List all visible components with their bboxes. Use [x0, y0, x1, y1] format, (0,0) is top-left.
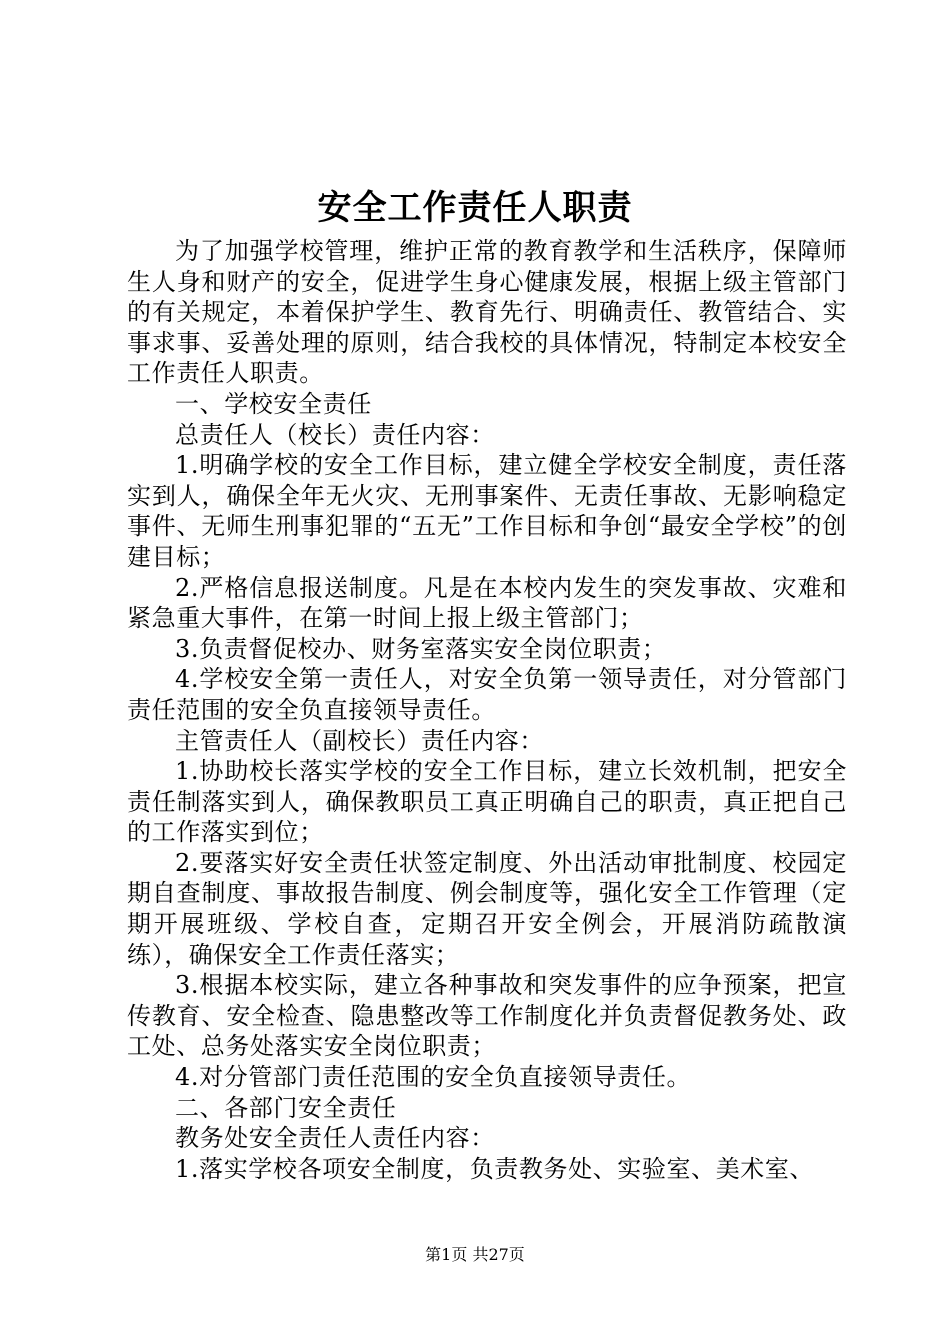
document-title: 安全工作责任人职责 [317, 188, 633, 228]
paragraph-item: 1.明确学校的安全工作目标，建立健全学校安全制度，责任落实到人，确保全年无火灾、无刑事案件、无责任事故、无影响稳定事件、无师生刑事犯罪的“五无”工作目标和争创“最安全学校”的创建目标； [127, 451, 847, 571]
section-heading-departments: 二、各部门安全责任 [175, 1093, 397, 1122]
paragraph-item: 2.严格信息报送制度。凡是在本校内发生的突发事故、灾难和紧急重大事件，在第一时间上报上级主管部门； [127, 573, 847, 633]
paragraph-item: 2.要落实好安全责任状签定制度、外出活动审批制度、校园定期自查制度、事故报告制度、例会制度等，强化安全工作管理（定期开展班级、学校自查，定期召开安全例会，开展消防疏散演练），确保安全工作责任落实； [127, 848, 847, 969]
paragraph-item: 3.负责督促校办、财务室落实安全岗位职责； [175, 634, 667, 663]
paragraph-item: 4.对分管部门责任范围的安全负直接领导责任。 [175, 1063, 692, 1092]
subheading-academic-office: 教务处安全责任人责任内容： [175, 1124, 495, 1153]
subheading-principal: 总责任人（校长）责任内容： [175, 420, 495, 449]
paragraph-intro: 为了加强学校管理，维护正常的教育教学和生活秩序，保障师生人身和财产的安全，促进学生身心健康发展，根据上级主管部门的有关规定，本着保护学生、教育先行、明确责任、教管结合、实事求事、妥善处理的原则，结合我校的具体情况，特制定本校安全工作责任人职责。 [127, 237, 847, 388]
paragraph-item: 3.根据本校实际，建立各种事故和突发事件的应争预案，把宣传教育、安全检查、隐患整改等工作制度化并负责督促教务处、政工处、总务处落实安全岗位职责； [127, 971, 847, 1061]
paragraph-item: 1.落实学校各项安全制度，负责教务处、实验室、美术室、 [175, 1154, 815, 1183]
paragraph-item: 1.协助校长落实学校的安全工作目标，建立长效机制，把安全责任制落实到人，确保教职员工真正明确自己的职责，真正把自己的工作落实到位； [127, 757, 847, 847]
document-body [127, 236, 847, 1184]
subheading-vice-principal: 主管责任人（副校长）责任内容： [175, 726, 544, 755]
paragraph-item: 4.学校安全第一责任人，对安全负第一领导责任，对分管部门责任范围的安全负直接领导责任。 [127, 665, 847, 724]
section-heading-school: 一、学校安全责任 [175, 389, 372, 418]
page-footer: 第1页 共27页 [425, 1245, 525, 1264]
